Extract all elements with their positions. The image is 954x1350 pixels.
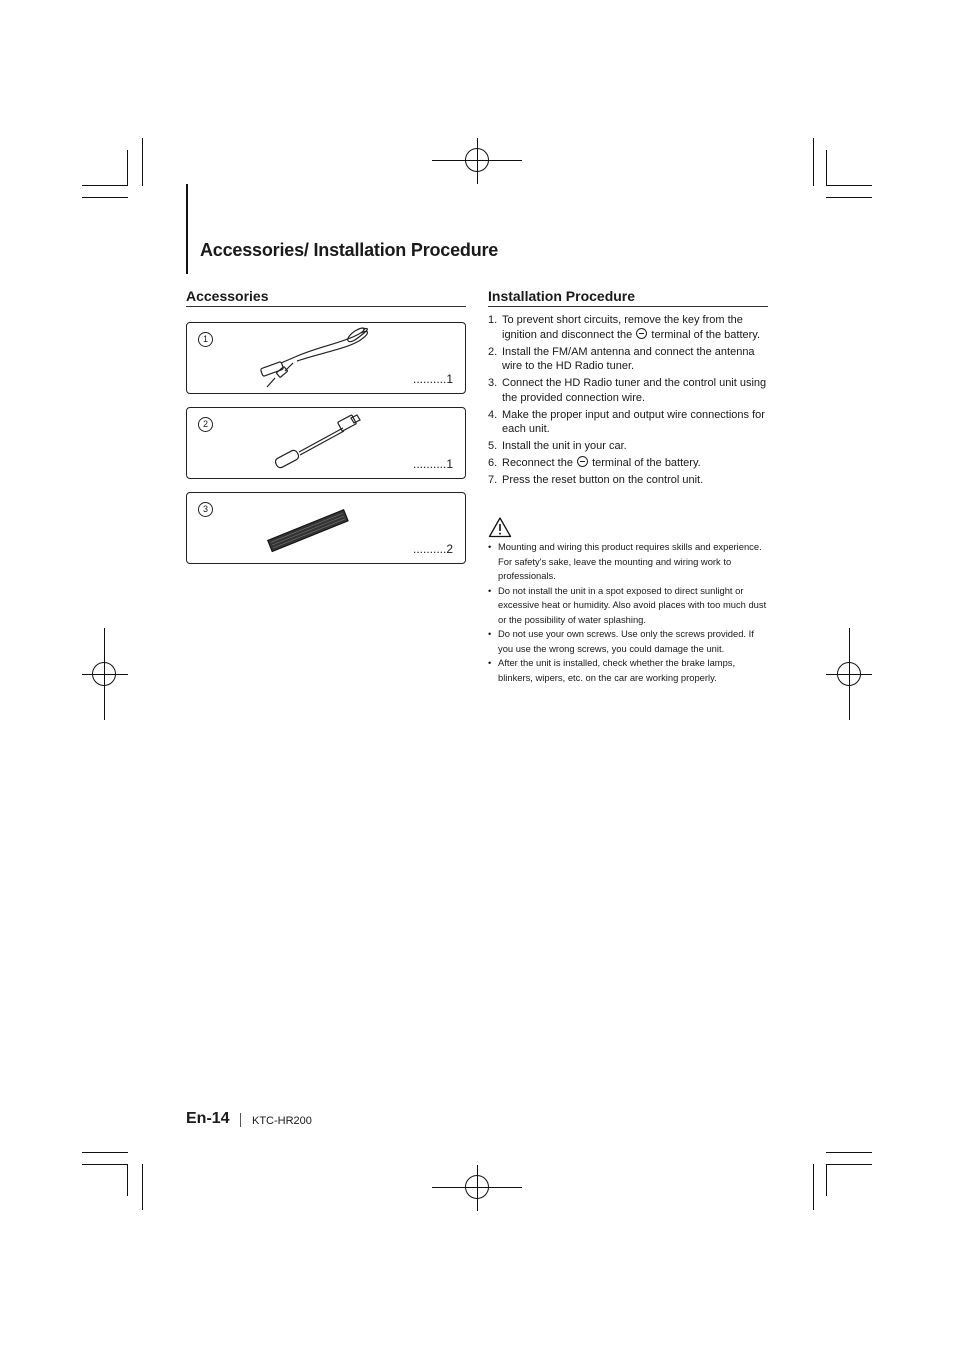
minus-terminal-icon <box>636 328 647 339</box>
accessory-number: 2 <box>198 417 213 432</box>
minus-terminal-icon <box>577 456 588 467</box>
list-item: 2. Install the FM/AM antenna and connect the antenna wire to the HD Radio tuner. <box>488 345 755 372</box>
accessory-item-2 <box>186 407 466 479</box>
list-item: 4. Make the proper input and output wire connections for each unit. <box>488 408 765 435</box>
warning-triangle-icon <box>488 516 512 538</box>
crop-mark <box>826 185 872 186</box>
crop-mark <box>142 1164 143 1210</box>
crop-mark <box>82 185 128 186</box>
list-item: 1. To prevent short circuits, remove the key from the ignition and disconnect the terminal of the battery. <box>488 314 761 341</box>
list-item: 5. Install the unit in your car. <box>488 440 627 452</box>
page-number: En-14 <box>186 1110 230 1127</box>
accessory-quantity: ..........1 <box>412 457 453 471</box>
title-bar <box>186 184 188 274</box>
accessory-quantity: ..........1 <box>412 372 453 386</box>
crop-mark <box>82 1164 128 1165</box>
accessory-number: 3 <box>198 502 213 517</box>
list-item: 3. Connect the HD Radio tuner and the control unit using the provided connection wire. <box>488 377 767 404</box>
list-item: • After the unit is installed, check whether the brake lamps, blinkers, wipers, etc. on the car are working properly. <box>488 656 770 685</box>
crop-mark <box>826 1164 827 1196</box>
list-item: • Mounting and wiring this product requires skills and experience. For safety's sake, leave the mounting and wiring work to professionals. <box>488 540 770 584</box>
crop-mark <box>826 1152 872 1153</box>
accessory-item-3 <box>186 492 466 564</box>
crop-mark <box>82 1152 128 1153</box>
installation-steps <box>488 313 768 490</box>
accessory-item-1 <box>186 322 466 394</box>
list-item: 7. Press the reset button on the control unit. <box>488 474 704 486</box>
list-item: 6. Reconnect the terminal of the battery. <box>488 457 701 469</box>
crop-mark <box>127 1164 128 1196</box>
crop-mark <box>813 138 814 186</box>
caution-list <box>488 540 770 685</box>
accessory-number: 1 <box>198 332 213 347</box>
accessories-heading: Accessories <box>186 288 466 307</box>
crop-mark <box>82 197 128 198</box>
crop-mark <box>142 138 143 186</box>
model-name: KTC-HR200 <box>252 1115 312 1127</box>
crop-mark <box>826 1164 872 1165</box>
footer-divider <box>240 1113 241 1127</box>
list-item: • Do not install the unit in a spot exposed to direct sunlight or excessive heat or humidity. Also avoid places with too much dust or the possibility of water splashing. <box>488 584 770 628</box>
accessory-quantity: ..........2 <box>412 542 453 556</box>
crop-mark <box>826 150 827 186</box>
page-title: Accessories/ Installation Procedure <box>200 240 499 260</box>
installation-heading: Installation Procedure <box>488 288 768 307</box>
crop-mark <box>127 150 128 186</box>
crop-mark <box>826 197 872 198</box>
list-item: • Do not use your own screws. Use only the screws provided. If you use the wrong screws, you could damage the unit. <box>488 627 770 656</box>
crop-mark <box>813 1164 814 1210</box>
